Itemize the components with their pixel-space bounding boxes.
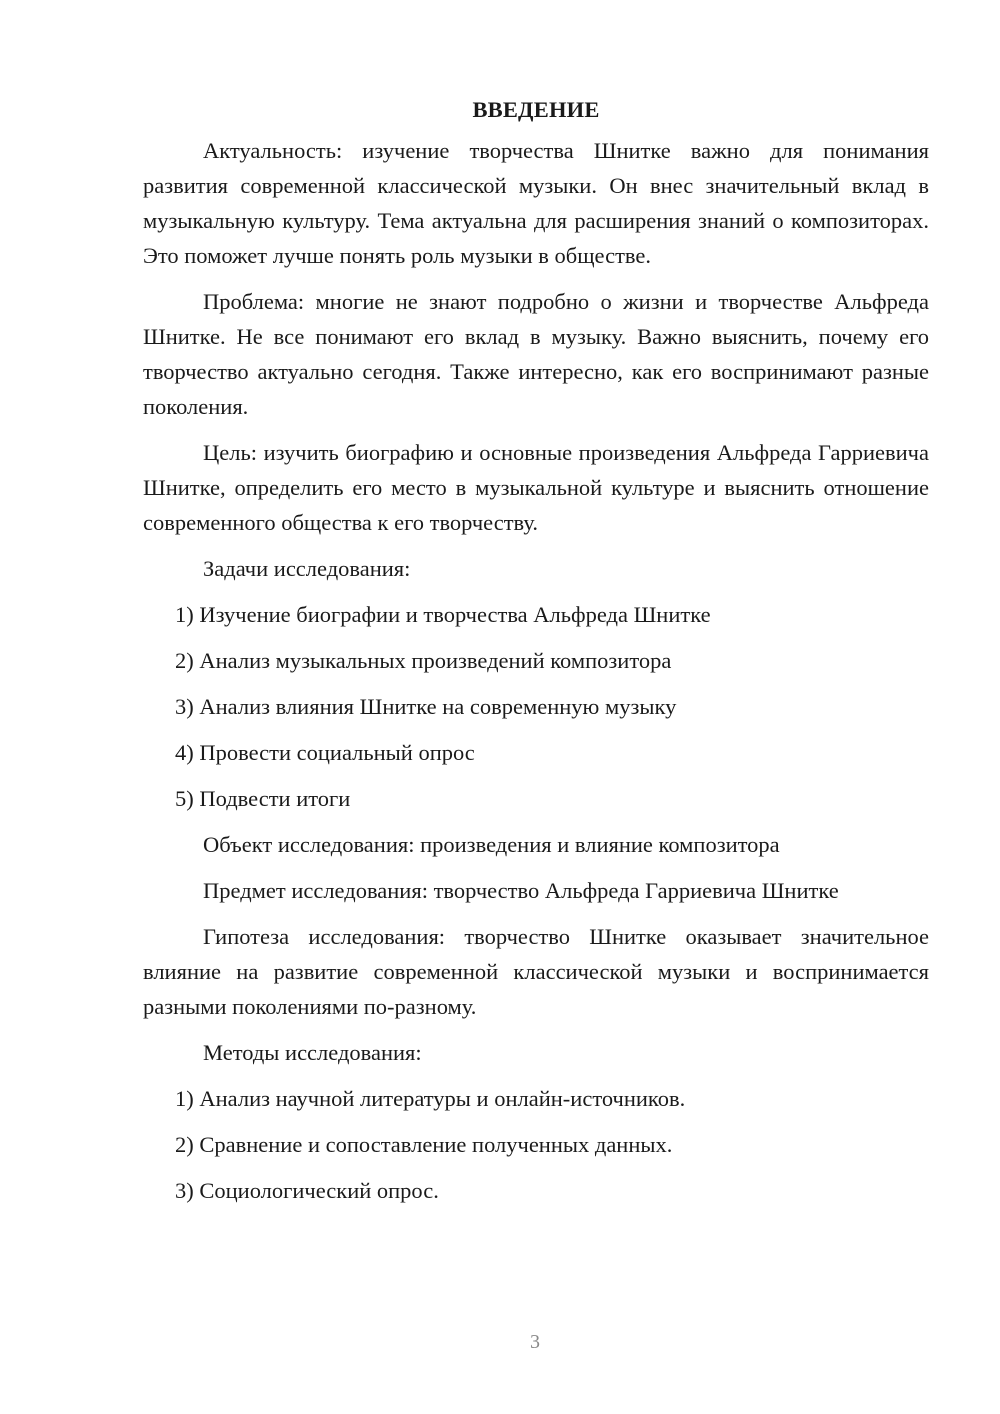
relevance-paragraph: Актуальность: изучение творчества Шнитке важно для понимания развития современной классической музыки. Он внес значительный вклад в музыкальную культуру. Тема актуальна для расширения знаний о композиторах. Это поможет лучше понять роль музыки в обществе.	[143, 138, 929, 268]
task-item: 1) Изучение биографии и творчества Альфреда Шнитке	[175, 602, 711, 627]
section-heading: ВВЕДЕНИЕ	[472, 97, 600, 122]
task-item: 4) Провести социальный опрос	[175, 740, 475, 765]
task-item: 3) Анализ влияния Шнитке на современную музыку	[175, 694, 677, 719]
research-subject: Предмет исследования: творчество Альфреда Гарриевича Шнитке	[203, 878, 839, 903]
page-number: 3	[530, 1331, 540, 1353]
method-item: 1) Анализ научной литературы и онлайн-источников.	[175, 1086, 686, 1111]
goal-paragraph: Цель: изучить биографию и основные произведения Альфреда Гарриевича Шнитке, определить его место в музыкальной культуре и выяснить отношение современного общества к его творчеству.	[143, 440, 929, 535]
problem-paragraph: Проблема: многие не знают подробно о жизни и творчестве Альфреда Шнитке. Не все понимают его вклад в музыку. Важно выяснить, почему его творчество актуально сегодня. Также интересно, как его воспринимают разные поколения.	[143, 289, 929, 419]
task-item: 2) Анализ музыкальных произведений композитора	[175, 648, 672, 673]
research-object: Объект исследования: произведения и влияние композитора	[203, 832, 780, 857]
task-item: 5) Подвести итоги	[175, 786, 351, 811]
document-page	[143, 92, 929, 1219]
tasks-title: Задачи исследования:	[203, 556, 411, 581]
method-item: 2) Сравнение и сопоставление полученных данных.	[175, 1132, 673, 1157]
hypothesis-paragraph: Гипотеза исследования: творчество Шнитке оказывает значительное влияние на развитие современной классической музыки и воспринимается разными поколениями по-разному.	[143, 924, 929, 1019]
method-item: 3) Социологический опрос.	[175, 1178, 439, 1203]
methods-title: Методы исследования:	[203, 1040, 422, 1065]
